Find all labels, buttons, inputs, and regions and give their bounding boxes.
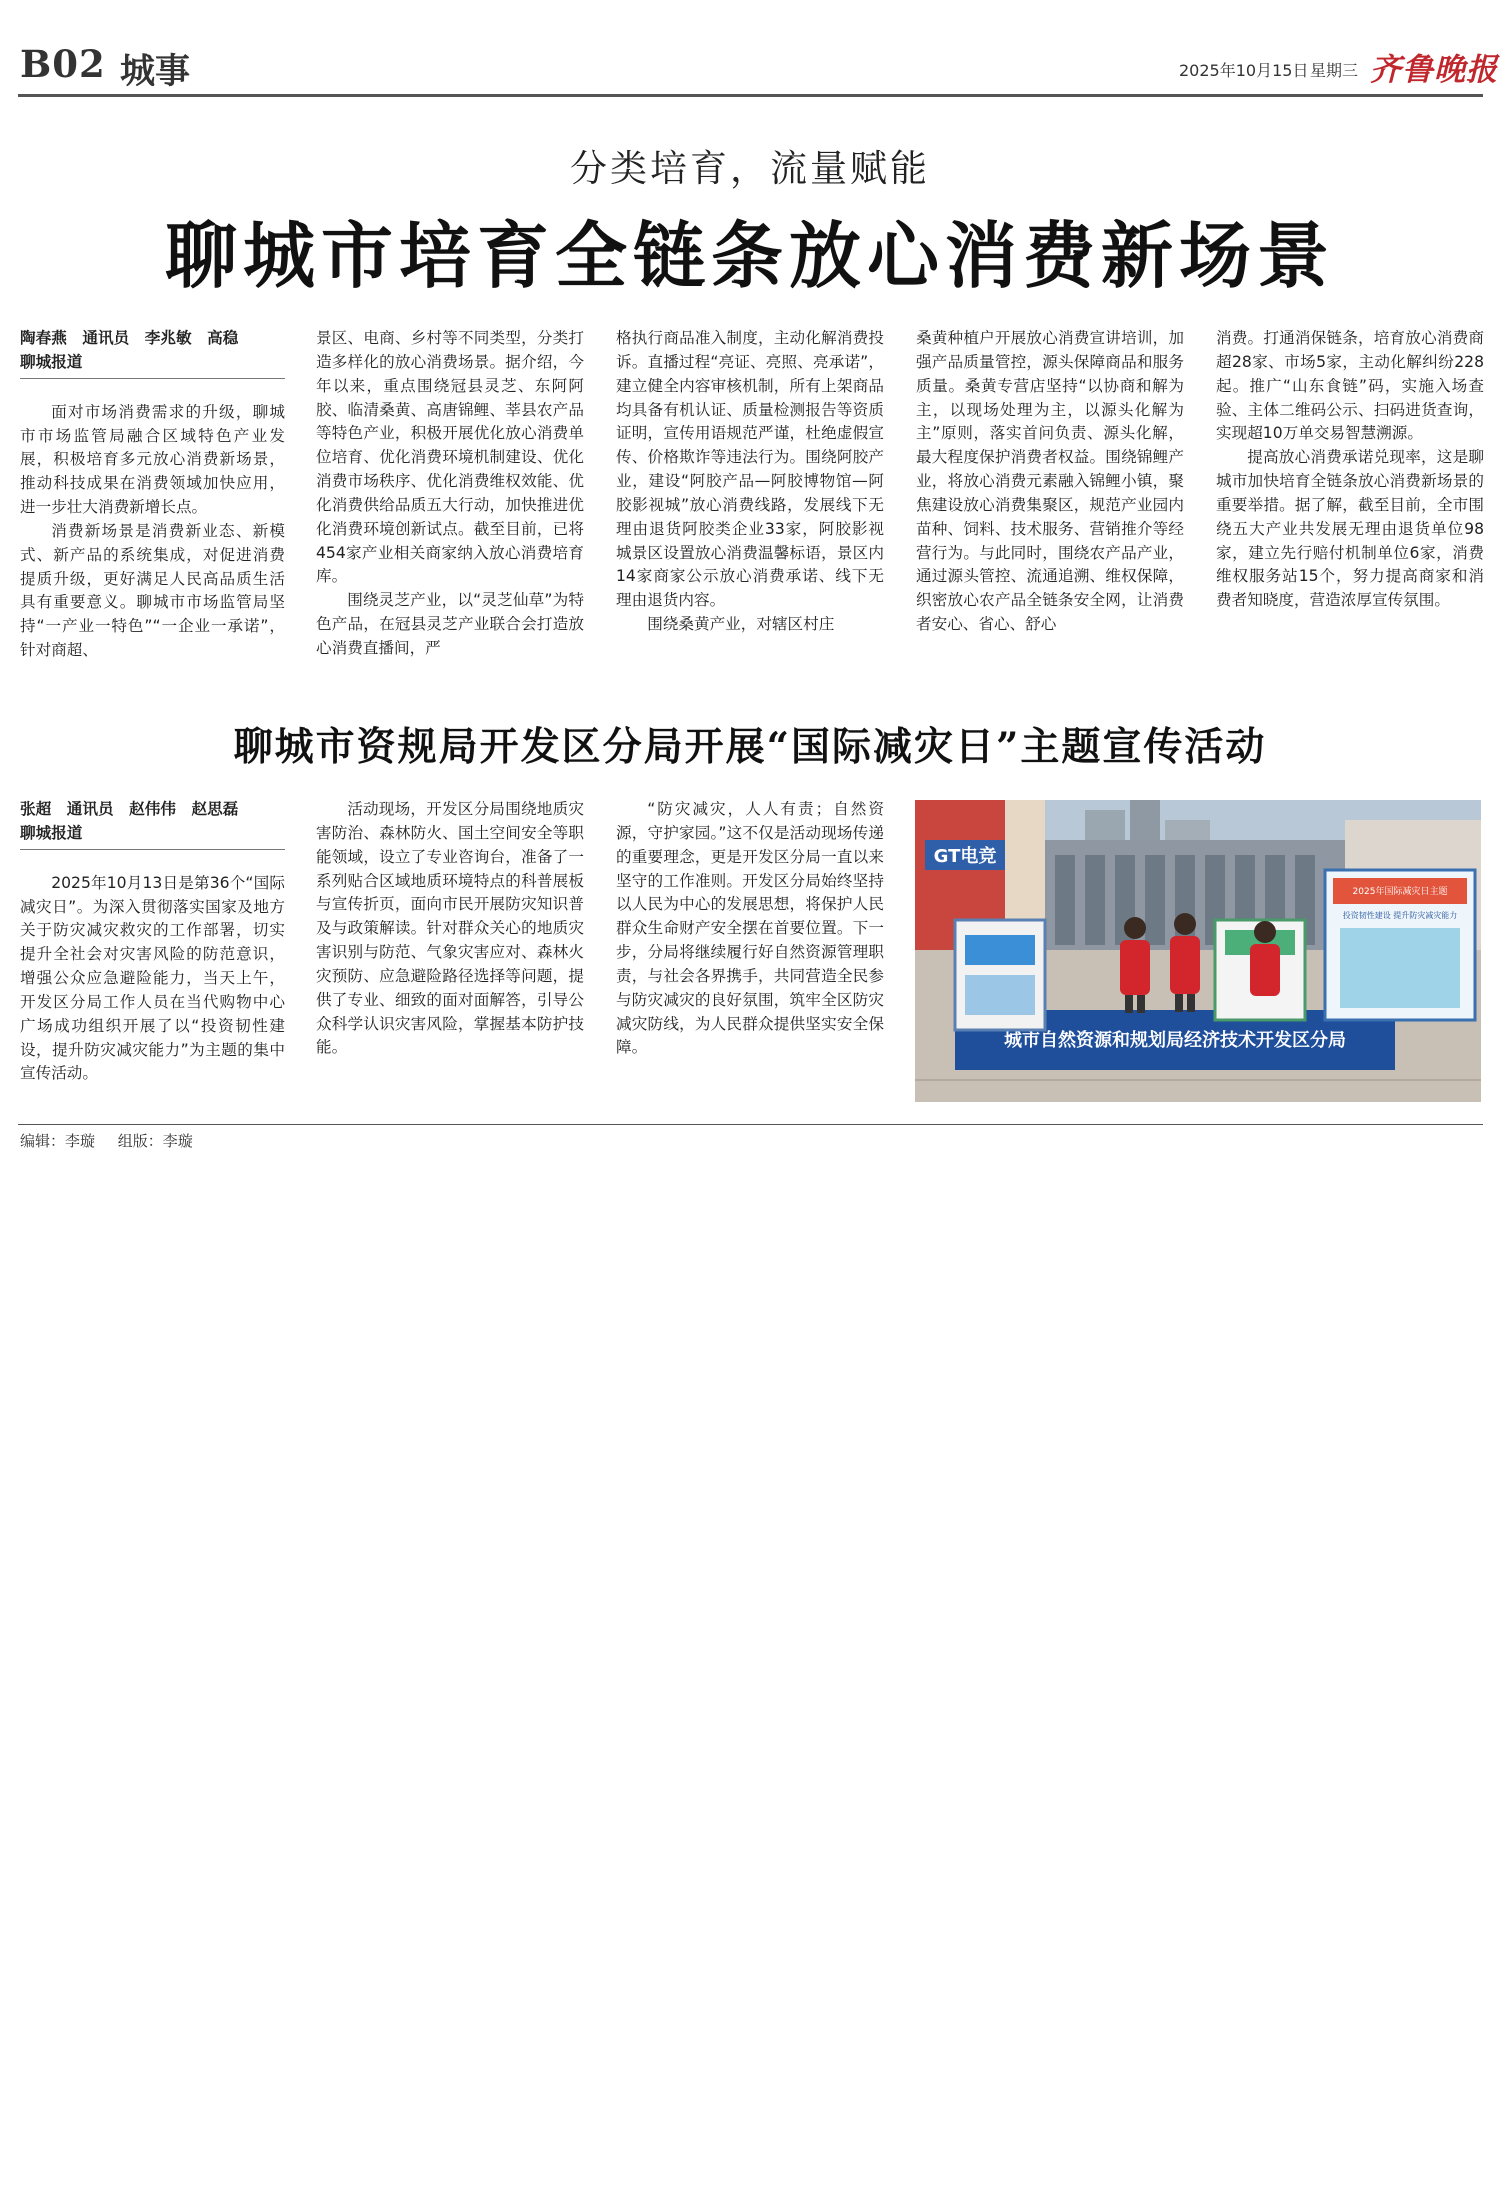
article1-column-1 (20, 327, 285, 687)
paragraph: 格执行商品准入制度，主动化解消费投诉。直播过程“亮证、亮照、亮承诺”，建立健全内容审核机制，所有上架商品均具备有机认证、质量检测报告等资质证明，宣传用语规范严谨，杜绝虚假宣传、价格欺诈等违法行为。围绕阿胶产业，建设“阿胶产品—阿胶博物馆—阿胶影视城”放心消费线路，发展线下无理由退货阿胶类企业33家，阿胶影视城景区设置放心消费温馨标语，景区内14家商家公示放心消费承诺、线下无理由退货内容。 (616, 329, 884, 610)
article2-column-2 (316, 798, 584, 1108)
editor-name: 编辑：李璇 (20, 1132, 96, 1150)
board-title: 2025年国际减灾日主题 (1352, 887, 1448, 897)
newspaper-logo: 齐鲁晚报 (1370, 52, 1498, 88)
store-sign: GT电竞 (933, 846, 997, 867)
banner-text: 城市自然资源和规划局经济技术开发区分局 (1004, 1030, 1346, 1051)
paragraph: 景区、电商、乡村等不同类型，分类打造多样化的放心消费场景。据介绍，今年以来，重点围绕冠县灵芝、东阿阿胶、临清桑黄、高唐锦鲤、莘县农产品等特色产业，积极开展优化放心消费单位培育、优化消费环境机制建设、优化消费市场秩序、优化消费维权效能、优化消费供给品质五大行动，加快推进优化消费环境创新试点。截至目前，已将454家产业相关商家纳入放心消费培育库。 (316, 329, 584, 586)
article1-column-5 (1216, 327, 1484, 687)
event-photo (915, 800, 1481, 1102)
article1-byline-names: 陶春燕 通讯员 李兆敏 高稳 (20, 329, 239, 347)
paragraph: 围绕灵芝产业，以“灵芝仙草”为特色产品，在冠县灵芝产业联合会打造放心消费直播间，严 (316, 591, 584, 657)
article1-column-4 (916, 327, 1184, 687)
issue-weekday: 星期三 (1310, 61, 1359, 80)
article1-headline: 聊城市培育全链条放心消费新场景 (164, 213, 1335, 298)
layout-editor-name: 组版：李璇 (117, 1132, 193, 1150)
article2-column-3 (616, 798, 884, 1108)
article2-byline-source: 聊城报道 (20, 823, 83, 842)
paragraph: 消费新场景是消费新业态、新模式、新产品的系统集成，对促进消费提质升级，更好满足人民高品质生活具有重要意义。聊城市市场监管局坚持“一产业一特色”“一企业一承诺”，针对商超、 (20, 521, 285, 660)
paragraph: 2025年10月13日是第36个“国际减灾日”。为深入贯彻落实国家及地方关于防灾减灾救灾的工作部署，切实提升全社会对灾害风险的防范意识，增强公众应急避险能力，当天上午，开发区分局工作人员在当代购物中心广场成功组织开展了以“投资韧性建设，提升防灾减灾能力”为主题的集中宣传活动。 (20, 873, 285, 1083)
paragraph: 消费。打通消保链条，培育放心消费商超28家、市场5家，主动化解纠纷228起。推广“山东食链”码，实施入场查验、主体二维码公示、扫码进货查询，实现超10万单交易智慧溯源。 (1216, 329, 1484, 443)
article1-column-3 (616, 327, 884, 687)
paragraph: 提高放心消费承诺兑现率，这是聊城市加快培育全链条放心消费新场景的重要举措。据了解，截至目前，全市围绕五大产业共发展无理由退货单位98家，建立先行赔付机制单位6家，消费维权服务站15个，努力提高商家和消费者知晓度，营造浓厚宣传氛围。 (1216, 448, 1484, 610)
article1-byline-source: 聊城报道 (20, 352, 83, 371)
article2-column-1 (20, 798, 285, 1108)
footer-rule (18, 1124, 1483, 1125)
article2-headline: 聊城市资规局开发区分局开展“国际减灾日”主题宣传活动 (233, 724, 1267, 770)
paragraph: 面对市场消费需求的升级，聊城市市场监管局融合区域特色产业发展，积极培育多元放心消费新场景，推动科技成果在消费领域加快应用，进一步壮大消费新增长点。 (20, 402, 285, 517)
board-subtitle: 投资韧性建设 提升防灾减灾能力 (1342, 911, 1458, 920)
article1-subtitle: 分类培育，流量赋能 (570, 147, 930, 190)
page-header (0, 0, 1500, 100)
article2-byline (20, 798, 285, 850)
paragraph: 围绕桑黄产业，对辖区村庄 (647, 615, 835, 634)
section-name: 城事 (120, 51, 191, 92)
editor-credits (20, 1130, 211, 1151)
article1-byline (20, 327, 285, 379)
header-rule (18, 94, 1483, 97)
article1-column-2 (316, 327, 584, 687)
page-number: B02 (20, 42, 106, 86)
paragraph: “防灾减灾，人人有责；自然资源，守护家园。”这不仅是活动现场传递的重要理念，更是开发区分局一直以来坚守的工作准则。开发区分局始终坚持以人民为中心的发展思想，将保护人民群众生命财产安全摆在首要位置。下一步，分局将继续履行好自然资源管理职责，与社会各界携手，共同营造全民参与防灾减灾的良好氛围，筑牢全区防灾减灾防线，为人民群众提供坚实安全保障。 (616, 800, 884, 1057)
issue-date: 2025年10月15日 (1179, 61, 1309, 80)
paragraph: 活动现场，开发区分局围绕地质灾害防治、森林防火、国土空间安全等职能领域，设立了专业咨询台，准备了一系列贴合区域地质环境特点的科普展板与宣传折页，面向市民开展防灾知识普及与政策解读。针对群众关心的地质灾害识别与防范、气象灾害应对、森林火灾预防、应急避险路径选择等问题，提供了专业、细致的面对面解答，引导公众科学认识灾害风险，掌握基本防护技能。 (316, 800, 584, 1057)
article2-byline-names: 张超 通讯员 赵伟伟 赵思磊 (20, 800, 239, 818)
paragraph: 桑黄种植户开展放心消费宣讲培训，加强产品质量管控，源头保障商品和服务质量。桑黄专营店坚持“以协商和解为主，以现场处理为主，以源头化解为主”原则，落实首问负责、源头化解，最大程度保护消费者权益。围绕锦鲤产业，将放心消费元素融入锦鲤小镇，聚焦建设放心消费集聚区，规范产业园内苗种、饲料、技术服务、营销推介等经营行为。与此同时，围绕农产品产业，通过源头管控、流通追溯、维权保障，织密放心农产品全链条安全网，让消费者安心、省心、舒心 (916, 329, 1184, 634)
